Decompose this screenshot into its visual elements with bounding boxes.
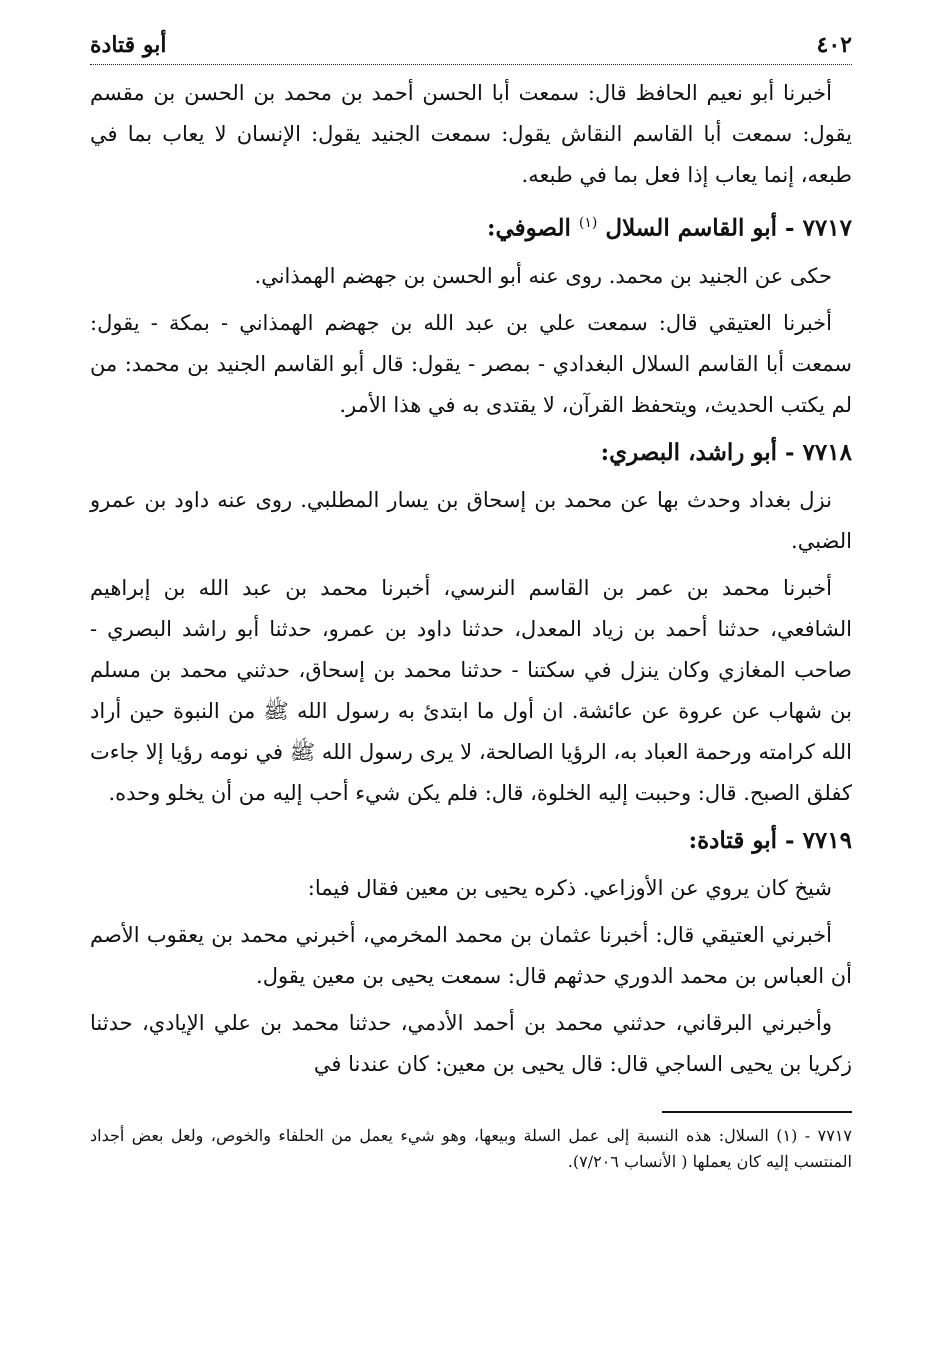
paragraph-2: حكى عن الجنيد بن محمد. روى عنه أبو الحسن بن جهضم الهمذاني. bbox=[254, 263, 832, 288]
paragraph-8: وأخبرني البرقاني، حدثني محمد بن أحمد الأدمي، حدثنا محمد بن علي الإيادي، حدثنا زكريا بن يحيى الساجي قال: قال يحيى بن معين: كان عندنا في bbox=[90, 1010, 852, 1076]
footnote-divider bbox=[662, 1111, 852, 1113]
entry-heading-7717 bbox=[90, 202, 852, 250]
paragraph-6: شيخ كان يروي عن الأوزاعي. ذكره يحيى بن معين فقال فيما: bbox=[307, 875, 832, 900]
entry-heading-7717-nisba: الصوفي: bbox=[486, 214, 571, 242]
book-page bbox=[90, 28, 852, 1338]
footnote-1: ٧٧١٧ - (١) السلال: هذه النسبة إلى عمل السلة وبيعها، وهو شيء يعمل من الحلفاء والخوص، ولعل بعض أجداد المنتسب إليه كان يعملها ( الأنساب ٧/٢٠٦). bbox=[90, 1125, 852, 1171]
paragraph-7: أخبرني العتيقي قال: أخبرنا عثمان بن محمد المخرمي، أخبرني محمد بن يعقوب الأصم أن العباس بن محمد الدوري حدثهم قال: سمعت يحيى بن معين يقول. bbox=[90, 922, 852, 988]
entry-heading-7719: ٧٧١٩ - أبو قتادة: bbox=[688, 826, 852, 854]
paragraph-5: أخبرنا محمد بن عمر بن القاسم النرسي، أخبرنا محمد بن عبد الله بن إبراهيم الشافعي، حدثنا أحمد بن زياد المعدل، حدثنا داود بن عمرو، حدثنا أبو راشد البصري - صاحب المغازي وكان ينزل في سكتنا - حدثنا محمد بن إسحاق، حدثني محمد بن مسلم بن شهاب عن عروة عن عائشة. ان أول ما ابتدئ به رسول الله ﷺ من النبوة حين أراد الله كرامته ورحمة العباد به، الرؤيا الصالحة، لا يرى رسول الله ﷺ في نومه رؤيا إلا جاءت كفلق الصبح. قال: وحببت إليه الخلوة، قال: فلم يكن شيء أحب إليه من أن يخلو وحده. bbox=[90, 575, 852, 805]
entry-heading-7717-name: ٧٧١٧ - أبو القاسم السلال bbox=[605, 214, 852, 242]
running-title: أبو قتادة bbox=[90, 32, 174, 58]
page-number: ٤٠٢ bbox=[809, 32, 852, 58]
entry-heading-7718: ٧٧١٨ - أبو راشد، البصري: bbox=[600, 438, 852, 466]
running-header bbox=[90, 28, 852, 65]
footnote-marker[interactable]: (١) bbox=[578, 215, 598, 231]
paragraph-4: نزل بغداد وحدث بها عن محمد بن إسحاق بن يسار المطلبي. روى عنه داود بن عمرو الضبي. bbox=[90, 487, 852, 553]
paragraph-1: أخبرنا أبو نعيم الحافظ قال: سمعت أبا الحسن أحمد بن محمد بن الحسن بن مقسم يقول: سمعت أبا القاسم النقاش يقول: سمعت الجنيد يقول: الإنسان لا يعاب بما في طبعه، إنما يعاب إذا فعل بما في طبعه. bbox=[90, 81, 852, 187]
paragraph-3: أخبرنا العتيقي قال: سمعت علي بن عبد الله بن جهضم الهمذاني - بمكة - يقول: سمعت أبا القاسم السلال البغدادي - بمصر - يقول: قال أبو القاسم الجنيد بن محمد: من لم يكتب الحديث، ويتحفظ القرآن، لا يقتدى به في هذا الأمر. bbox=[90, 310, 852, 417]
